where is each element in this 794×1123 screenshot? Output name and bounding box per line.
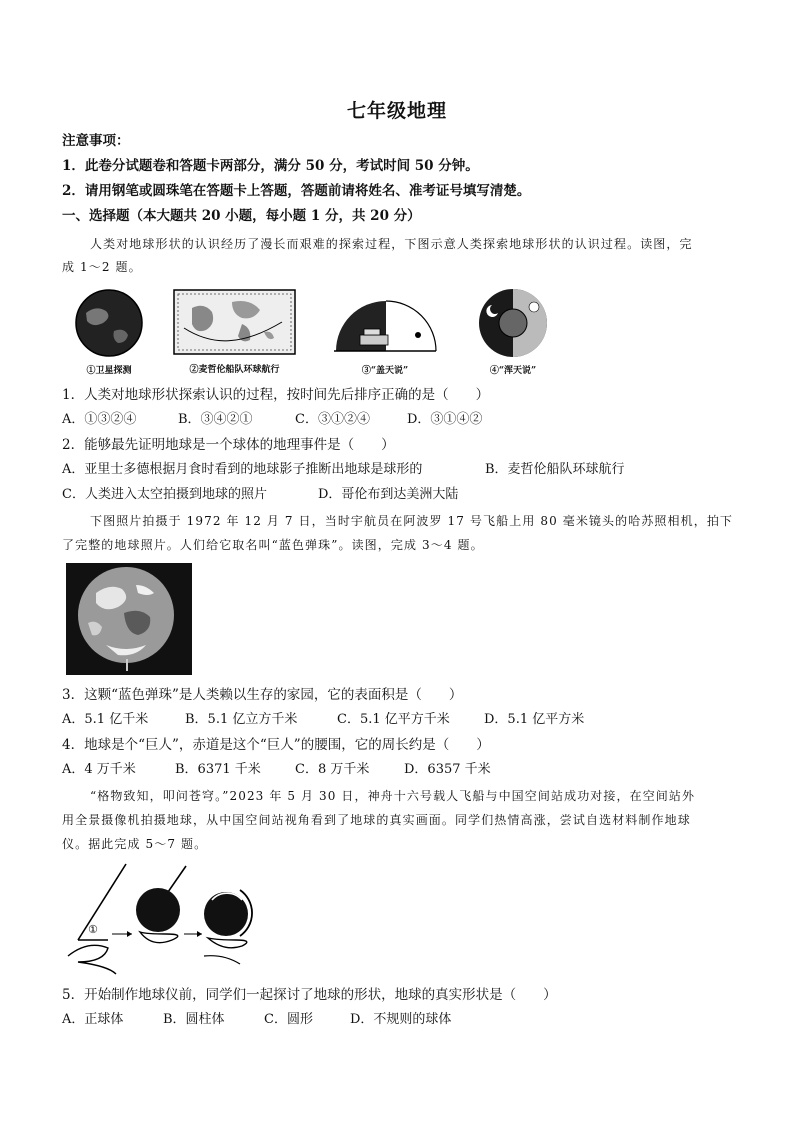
- notice-item-1: 1．此卷分试题卷和答题卡两部分，满分 50 分，考试时间 50 分钟。: [62, 158, 479, 174]
- caption-magellan: ②麦哲伦船队环球航行: [189, 365, 280, 375]
- question-3-stem: 3．这颗“蓝色弹珠”是人类赖以生存的家园，它的表面积是（ ）: [62, 687, 463, 703]
- section-heading: 一、选择题（本大题共 20 小题，每小题 1 分，共 20 分）: [62, 208, 421, 224]
- question-2-option-c[interactable]: C．人类进入太空拍摄到地球的照片: [62, 487, 267, 502]
- question-5-option-a[interactable]: A．正球体: [62, 1012, 124, 1027]
- question-4-option-c[interactable]: C．8 万千米: [295, 762, 370, 777]
- question-2-option-a[interactable]: A．亚里士多德根据月食时看到的地球影子推断出地球是球形的: [62, 462, 423, 477]
- gaitian-figure: [330, 285, 440, 375]
- question-3-option-c[interactable]: C．5.1 亿平方千米: [337, 712, 450, 727]
- passage-1-line-1: 人类对地球形状的认识经历了漫长而艰难的探索过程，下图示意人类探索地球形状的认识过程。读图，完: [90, 237, 693, 251]
- question-1-stem: 1．人类对地球形状探索认识的过程，按时间先后排序正确的是（ ）: [62, 387, 490, 403]
- caption-gaitian: ③“盖天说”: [361, 366, 409, 376]
- notice-heading: 注意事项：: [62, 133, 130, 149]
- question-4-stem: 4．地球是个“巨人”，赤道是这个“巨人”的腰围，它的周长约是（ ）: [62, 737, 490, 753]
- notice-item-2: 2．请用钢笔或圆珠笔在答题卡上答题，答题前请将姓名、准考证号填写清楚。: [62, 183, 531, 199]
- question-2-option-d[interactable]: D．哥伦布到达美洲大陆: [318, 487, 459, 502]
- satellite-earth-figure: [64, 285, 154, 375]
- passage-2-line-2: 了完整的地球照片。人们给它取名叫“蓝色弹珠”。读图，完成 3～4 题。: [62, 538, 484, 552]
- blue-marble-photo: [66, 563, 192, 675]
- caption-satellite: ①卫星探测: [86, 366, 132, 376]
- passage-3-line-2: 用全景摄像机拍摄地球，从中国空间站视角看到了地球的真实画面。同学们热情高涨，尝试自选材料制作地球: [62, 813, 691, 827]
- huntian-figure: [474, 285, 552, 375]
- passage-2-line-1: 下图照片拍摄于 1972 年 12 月 7 日，当时宇航员在阿波罗 17 号飞船上用 80 毫米镜头的哈苏照相机，拍下: [90, 514, 734, 528]
- passage-3-line-1: “格物致知，叩问苍穹。”2023 年 5 月 30 日，神舟十六号载人飞船与中国空间站成功对接，在空间站外: [90, 789, 696, 803]
- question-4-option-d[interactable]: D．6357 千米: [404, 762, 491, 777]
- label-step-1: ①: [88, 923, 98, 936]
- question-1-option-a[interactable]: A．①③②④: [62, 412, 137, 427]
- magellan-route-figure: [172, 288, 297, 376]
- question-1-option-b[interactable]: B．③④②①: [178, 412, 253, 427]
- question-3-option-b[interactable]: B．5.1 亿立方千米: [185, 712, 298, 727]
- question-5-option-c[interactable]: C．圆形: [264, 1012, 313, 1027]
- passage-3-line-3: 仪。据此完成 5～7 题。: [62, 837, 208, 851]
- question-2-stem: 2．能够最先证明地球是一个球体的地理事件是（ ）: [62, 437, 395, 453]
- question-5-stem: 5．开始制作地球仪前，同学们一起探讨了地球的形状，地球的真实形状是（ ）: [62, 987, 557, 1003]
- question-4-option-a[interactable]: A．4 万千米: [62, 762, 136, 777]
- globe-making-figure: [64, 860, 260, 978]
- page-title: 七年级地理: [346, 100, 447, 122]
- question-5-option-b[interactable]: B．圆柱体: [163, 1012, 225, 1027]
- question-3-option-d[interactable]: D．5.1 亿平方米: [484, 712, 585, 727]
- question-3-option-a[interactable]: A．5.1 亿千米: [62, 712, 149, 727]
- question-2-option-b[interactable]: B．麦哲伦船队环球航行: [485, 462, 625, 477]
- question-1-option-d[interactable]: D．③①④②: [407, 412, 483, 427]
- question-5-option-d[interactable]: D．不规则的球体: [350, 1012, 452, 1027]
- question-1-option-c[interactable]: C．③①②④: [295, 412, 370, 427]
- passage-1-line-2: 成 1～2 题。: [62, 260, 142, 274]
- question-4-option-b[interactable]: B．6371 千米: [175, 762, 261, 777]
- caption-huntian: ④“浑天说”: [489, 366, 537, 376]
